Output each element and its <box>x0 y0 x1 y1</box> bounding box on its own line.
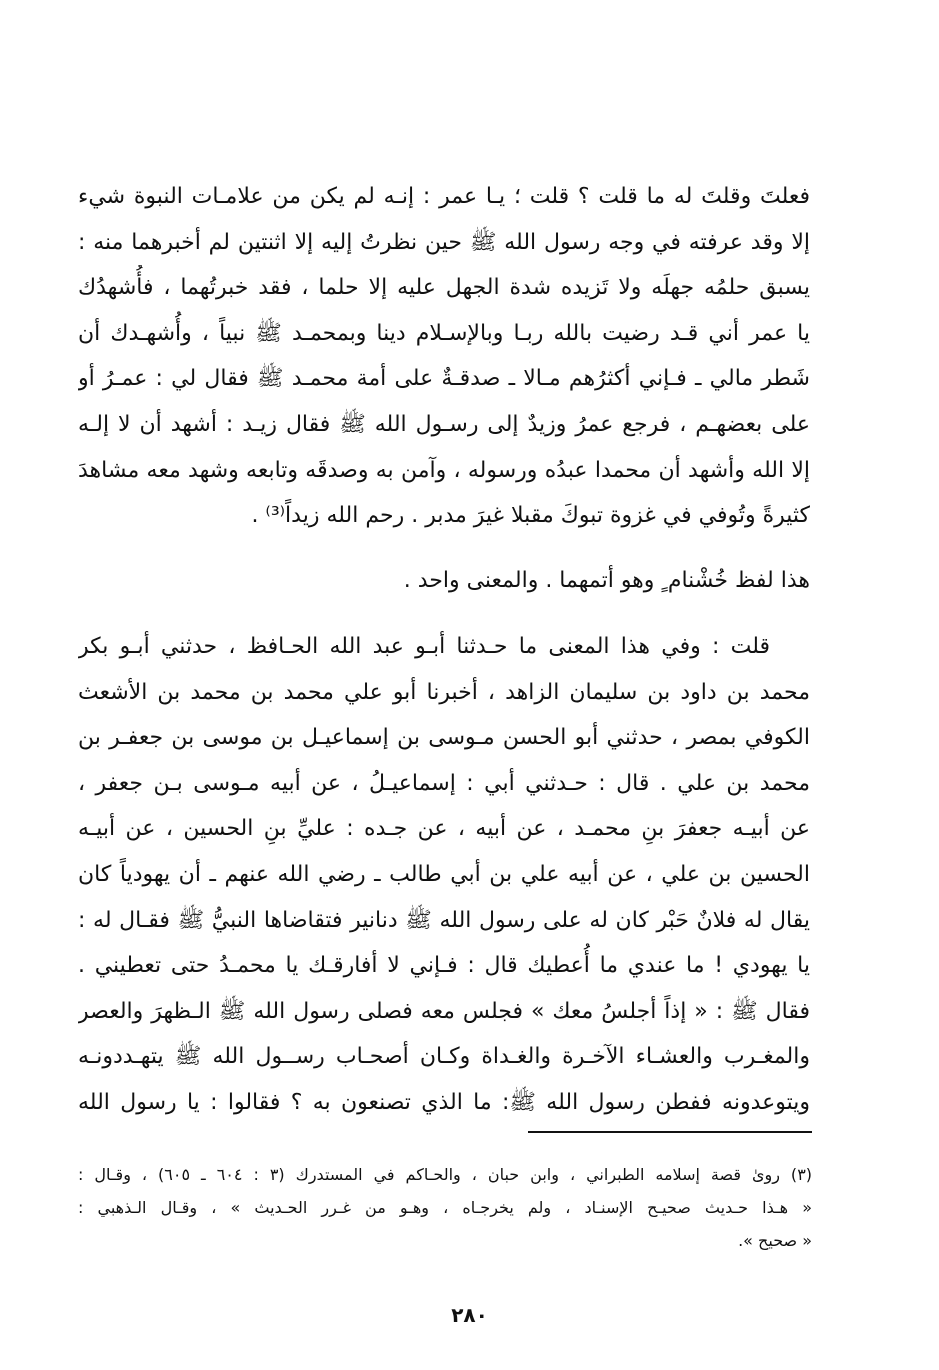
text-line: فعلتَ وقلتَ له ما قلت ؟ قلت ؛ يـا عمر : إنـه لم يكن من علامـات النبوة شيء <box>78 184 810 209</box>
text-line: هذا لفظ خُشْنام ٍ وهو أتمهما . والمعنى واحد . <box>403 568 810 593</box>
text-line: محمد بن داود بن سليمان الزاهد ، أخبرنا أبو علي محمد بن محمد بن الأشعث <box>78 679 810 705</box>
text-line: الحسين بن علي ، عن أبيه علي بن أبي طالب ـ رضي الله عنهم ـ أن يهودياً كان <box>78 861 810 887</box>
paragraph-3 <box>78 624 810 1126</box>
text-line: كثيرةً وتُوفي في غزوة تبوكَ مقبلا غيرَ مدبر . رحم الله زيداً⁽³⁾ . <box>251 503 810 529</box>
text-line: ويتوعدونه ففطن رسول الله ﷺ: ما الذي تصنعون به ؟ فقالوا : يا رسول الله <box>78 1089 810 1115</box>
text-line: محمد بن علي . قال : حـدثني أبي : إسماعيـلُ ، عن أبيه مـوسى بـن جعفر ، <box>78 770 810 796</box>
text-line: يقال له فلانٌ حَبْر كان له على رسول الله ﷺ دنانير فتقاضاها النبيُّ ﷺ فقـال له : <box>78 907 810 933</box>
text-line: شَطر مالي ـ فـإني أكثرُهم مـالا ـ صدقـةٌ على أمة محمـد ﷺ فقال لي : عمـرُ أو <box>78 366 810 392</box>
text-line: عن أبيـه جعفرَ بنِ محمـد ، عن أبيه ، عن جـده : عليِّ بنِ الحسين ، عن أبيـه <box>78 816 810 842</box>
text-line: يا يهودي ! ما عندي ما أُعطيك قال : فـإني لا أفارقـك يا محمـدُ حتى تعطيني . <box>78 953 810 979</box>
text-line: فقال ﷺ : « إذاً أجلسُ معك » فجلس معه فصلى رسول الله ﷺ الـظهرَ والعصر <box>78 998 810 1024</box>
footnote-line: « صحيح ». <box>738 1231 812 1250</box>
page-number: ٢٨٠ <box>451 1303 488 1327</box>
text-line: الكوفي بمصر ، حدثني أبو الحسن مـوسى بن إسماعيـل بن موسى بن جعفـر بن <box>78 725 810 751</box>
text-line: قلت : وفي هذا المعنى ما حـدثنا أبـو عبد الله الحـافظ ، حدثني أبـو بكر <box>78 634 770 659</box>
paragraph-2 <box>78 558 818 604</box>
text-line: إلا وقد عرفته في وجه رسول الله ﷺ حين نظرتُ إليه إلا اثنتين لم أخبرهما منه : <box>78 229 810 255</box>
text-line: إلا الله وأشهد أن محمدا عبدُه ورسوله ، وآمن به وصدقَه وتابعه وشهد معه مشاهدَ <box>78 457 810 483</box>
footnote-separator <box>528 1131 812 1133</box>
text-line: والمغـرب والعشـاء الآخـرة والغـداة وكـان أصحـاب رســول الله ﷺ يتهـددونـه <box>78 1044 810 1070</box>
text-line: يسبق حلمُه جهلَه ولا تَزيده شدة الجهل عليه إلا حلما ، فقد خبرتُهما ، فأُشهدُك <box>78 275 810 301</box>
footnote-line: « هـذا حـديث صحيـح الإسنـاد ، ولم يخرجـاه ، وهـو من غـرر الحـديث » ، وقـال الـذهبي : <box>78 1198 812 1217</box>
footnote <box>78 1158 812 1257</box>
paragraph-1 <box>78 174 810 539</box>
text-line: يا عمر أني قـد رضيت بالله ربـا وبالإسـلام دينا وبمحمـد ﷺ نبياً ، وأُشهـدك أن <box>78 320 810 346</box>
text-line: على بعضهـم ، فرجع عمرُ وزيدٌ إلى رسـول الله ﷺ فقال زيـد : أشهد أن لا إلـه <box>78 411 810 437</box>
footnote-line: (٣) روىٰ قصة إسلامه الطبراني ، وابن حبان ، والحـاكم في المستدرك (٣ : ٦٠٤ ـ ٦٠٥) ، وقـال : <box>78 1165 812 1184</box>
